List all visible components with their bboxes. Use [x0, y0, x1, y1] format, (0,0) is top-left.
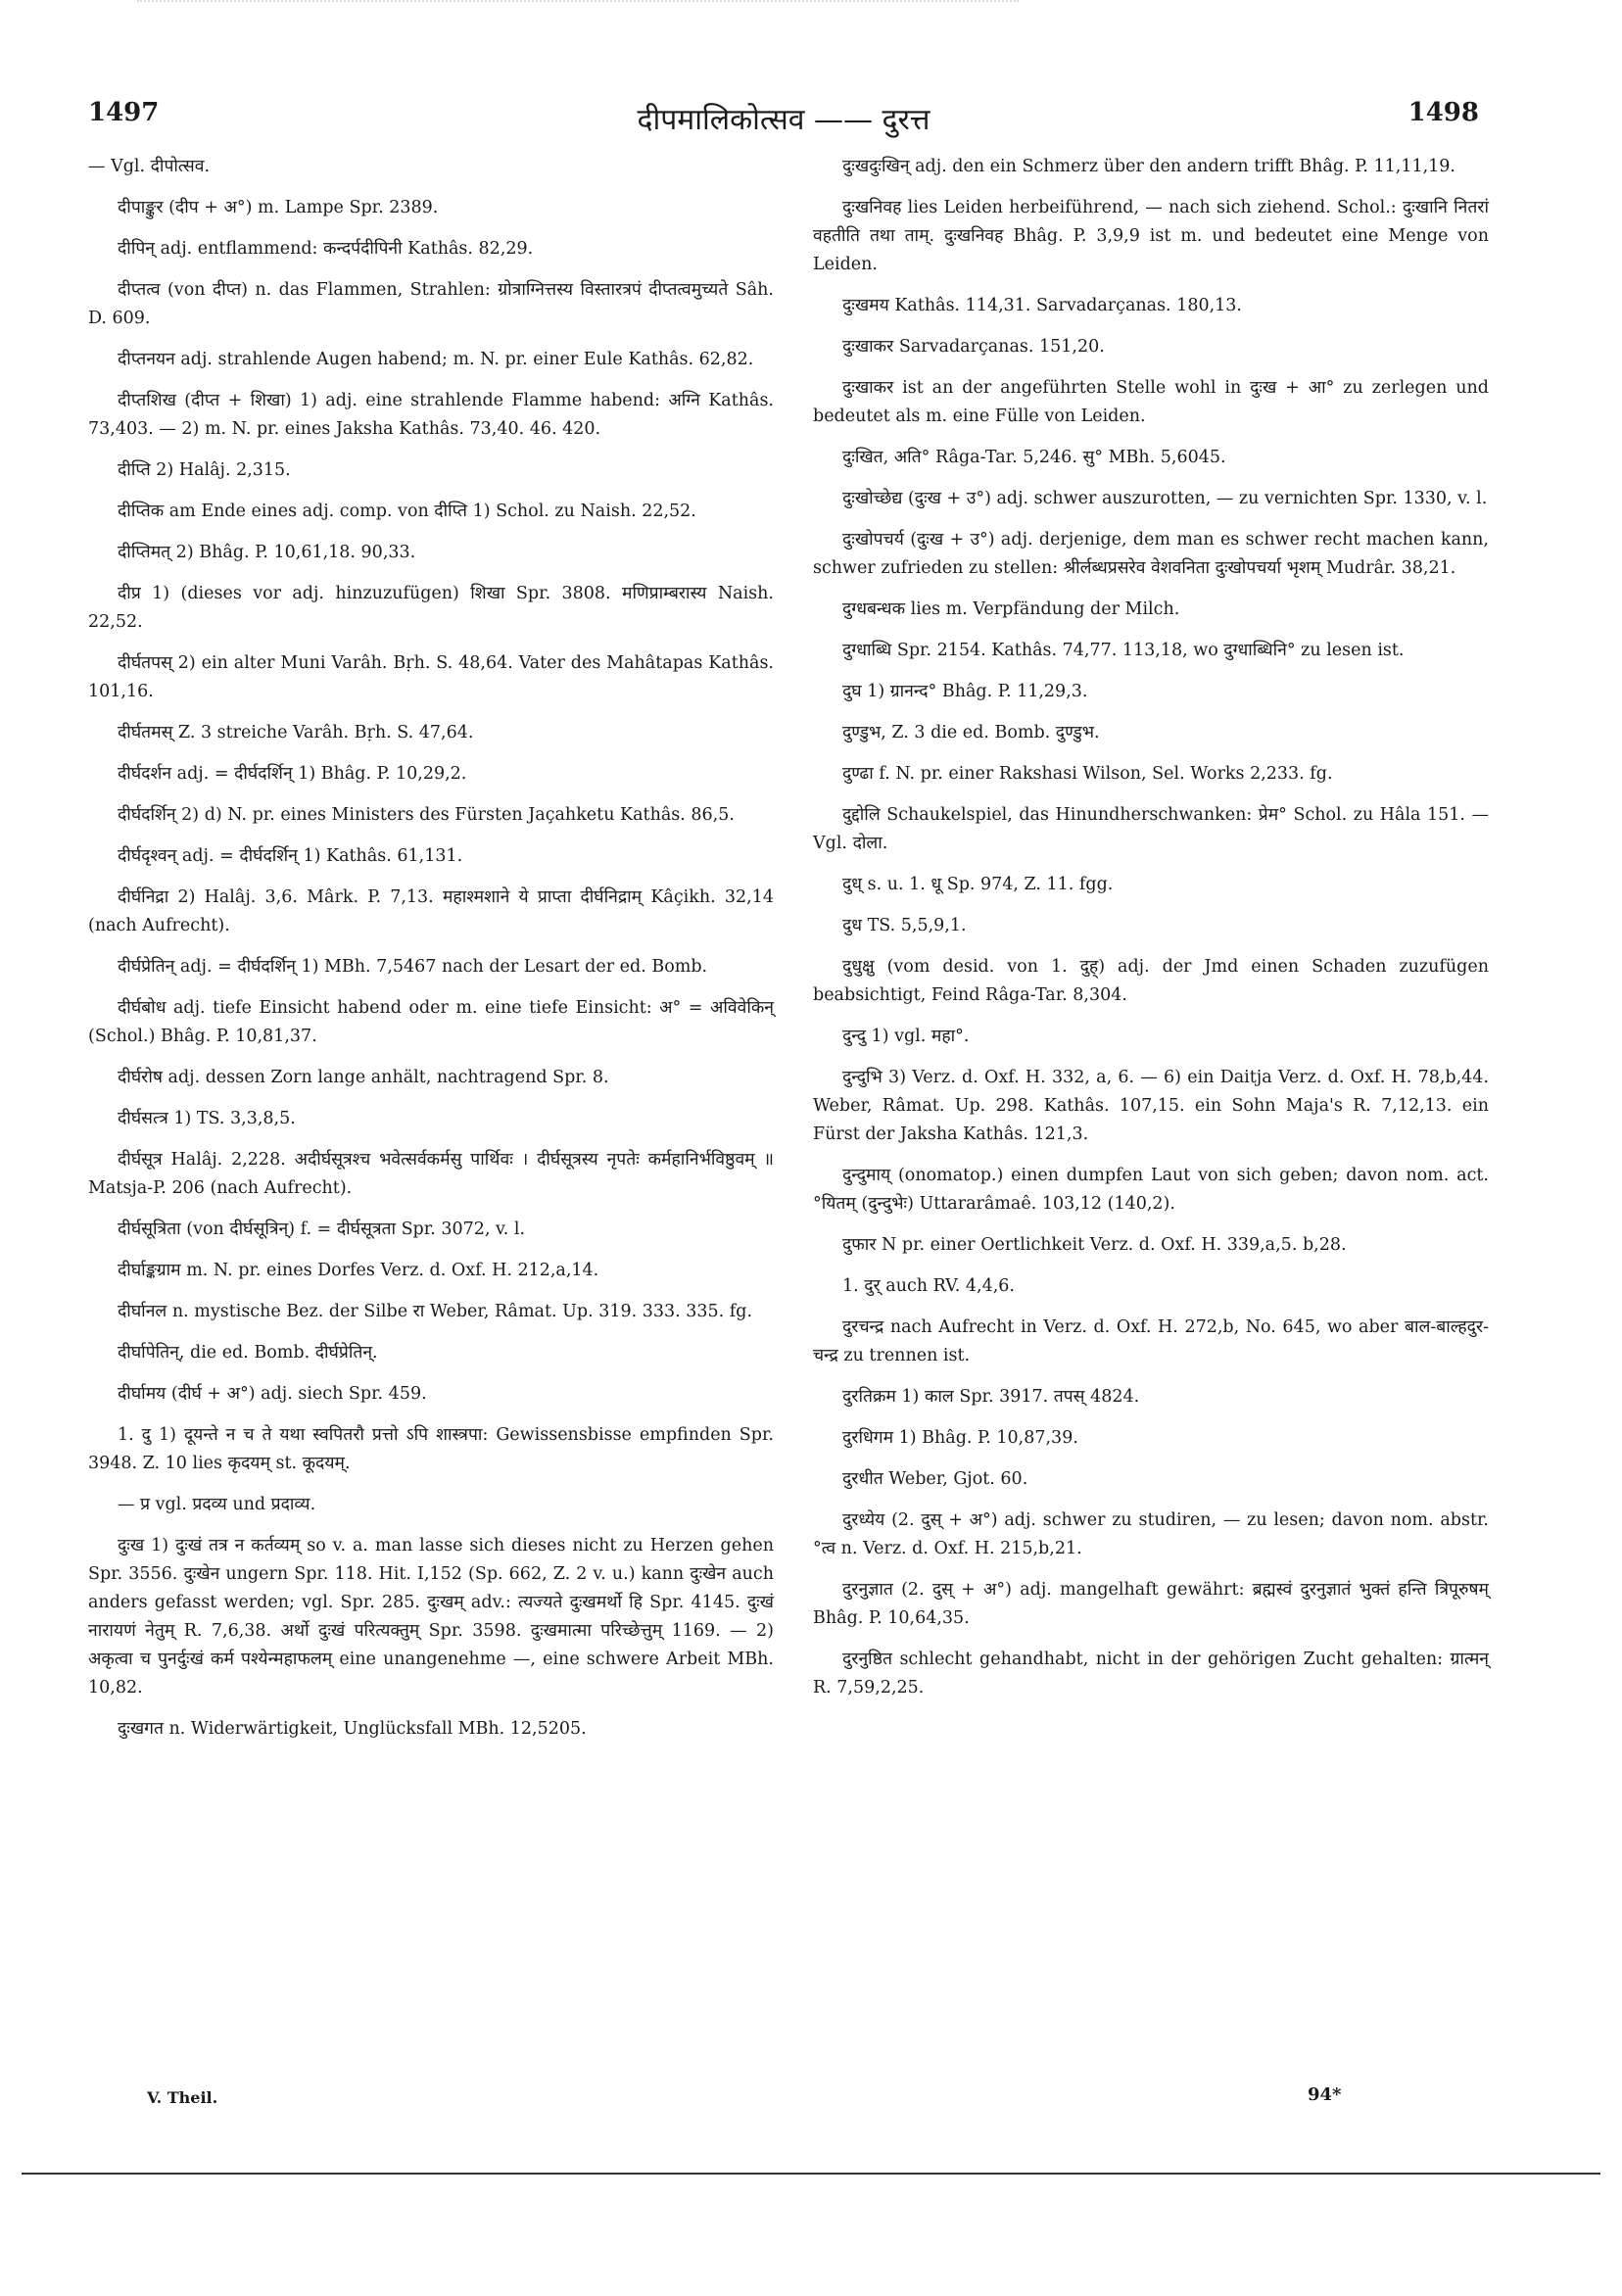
dictionary-entry: दुरधीत Weber, Gjot. 60. [842, 1469, 1028, 1489]
dictionary-entry: दीर्घामय (दीर्घ + अ°) adj. siech Spr. 459. [118, 1384, 427, 1404]
dictionary-entry: 1. दुर् auch RV. 4,4,6. [842, 1276, 1015, 1296]
dictionary-entry: — Vgl. दीपोत्सव. [88, 157, 211, 176]
dictionary-entry: दीपाङ्कुर (दीप + अ°) m. Lampe Spr. 2389. [118, 198, 439, 217]
left-column [88, 153, 774, 1756]
dictionary-entry: दुफार N pr. einer Oertlichkeit Verz. d. Oxf. H. 339,a,5. b,28. [842, 1235, 1347, 1255]
dictionary-entry: दीप्तत्व (von दीप्त) n. das Flammen, Strahlen: ग्रोत्राग्नित्तस्य विस्तारत्रपं दीप्तत्वमुच्यते Sâh. D. 609. [88, 280, 774, 328]
dictionary-entry: दीर्घानल n. mystische Bez. der Silbe रा Weber, Râmat. Up. 319. 333. 335. fg. [118, 1302, 753, 1321]
dictionary-entry: दुरतिक्रम 1) काल Spr. 3917. तपस् 4824. [842, 1387, 1140, 1407]
dictionary-entry: दीप्ति 2) Halâj. 2,315. [118, 460, 291, 480]
dictionary-entry: दीर्घनिद्रा 2) Halâj. 3,6. Mârk. P. 7,13. महाश्मशाने ये प्राप्ता दीर्घनिद्राम् Kâçikh. 32,14 (nach Aufrecht). [88, 887, 774, 935]
right-column [813, 153, 1489, 1715]
dictionary-entry: दुरनुज्ञात (2. दुस् + अ°) adj. mangelhaft gewährt: ब्रह्मस्वं दुरनुज्ञातं भुक्तं हन्ति त्रिपूरुषम् Bhâg. P. 10,64,35. [813, 1580, 1489, 1628]
dictionary-entry: दुःखाकर Sarvadarçanas. 151,20. [842, 337, 1105, 357]
dictionary-entry: दुण्डुभ, Z. 3 die ed. Bomb. दुण्डुभ. [842, 723, 1100, 742]
page-number-left: 1497 [88, 98, 160, 127]
dictionary-entry: दीप्तिक am Ende eines adj. comp. von दीप्ति 1) Schol. zu Naish. 22,52. [118, 502, 696, 521]
dictionary-entry: दीर्घसूत्र Halâj. 2,228. अदीर्घसूत्रश्च भवेत्सर्वकर्मसु पार्थिवः । दीर्घसूत्रस्य नृपतेः कर्महानिर्भविष्ठुवम् ॥ Matsja-P. 206 (nach Aufrecht). [88, 1150, 774, 1198]
dictionary-entry: दीर्घरोष adj. dessen Zorn lange anhält, nachtragend Spr. 8. [118, 1068, 609, 1087]
dictionary-entry: — प्र vgl. प्रदव्य und प्रदाव्य. [118, 1495, 316, 1514]
dictionary-entry: दीप्तशिख (दीप्त + शिखा) 1) adj. eine strahlende Flamme habend: अग्नि Kathâs. 73,403. — 2) m. N. pr. eines Jaksha Kathâs. 73,40. 46. 420. [88, 391, 774, 439]
dictionary-entry: दुःख 1) दुःखं तत्र न कर्तव्यम् so v. a. man lasse sich dieses nicht zu Herzen gehen Spr. 3556. दुःखेन ungern Spr. 118. Hit. I,152 (Sp. 662, Z. 2 v. u.) kann दुःखेन auch anders gefasst werden; vgl. Spr. 285. दुःखम् adv.: त्यज्यते दुःखमर्थो हि Spr. 4145. दुःखं नारायणं नेतुम् R. 7,6,38. अर्थो दुःखं परित्यक्तुम् Spr. 3598. दुःखमात्मा परिच्छेत्तुम् 1169. — 2) अकृत्वा च पुनर्दुःखं कर्म पश्येन्महाफलम् eine unangenehme —, eine schwere Arbeit MBh. 10,82. [88, 1536, 774, 1698]
dictionary-entry: दुःखाकर ist an der angeführten Stelle wohl in दुःख + आ° zu zerlegen und bedeutet als m. eine Fülle von Leiden. [813, 378, 1489, 426]
dictionary-entry: दीर्घतमस् Z. 3 streiche Varâh. Bṛh. S. 47,64. [118, 723, 474, 742]
dictionary-entry: दुरनुष्ठित schlecht gehandhabt, nicht in der gehörigen Zucht gehalten: ग्रात्मन् R. 7,59,2,25. [813, 1650, 1489, 1698]
dictionary-entry: दुन्दुभि 3) Verz. d. Oxf. H. 332, a, 6. — 6) ein Daitja Verz. d. Oxf. H. 78,b,44. Weber, Râmat. Up. 298. Kathâs. 107,15. ein Sohn Maja's R. 7,12,13. ein Fürst der Jaksha Kathâs. 121,3. [813, 1068, 1489, 1144]
dictionary-entry: दीर्घतपस् 2) ein alter Muni Varâh. Bṛh. S. 48,64. Vater des Mahâtapas Kathâs. 101,16. [88, 653, 774, 701]
dictionary-entry: दुण्ढा f. N. pr. einer Rakshasi Wilson, Sel. Works 2,233. fg. [842, 764, 1333, 784]
dictionary-entry: दुन्दु 1) vgl. महा°. [842, 1027, 970, 1046]
dictionary-entry: दुःखोपचर्य (दुःख + उ°) adj. derjenige, dem man es schwer recht machen kann, schwer zufrieden zu stellen: श्रीर्लब्धप्रसरेव वेशवनिता दुःखोपचर्या भृशम् Mudrâr. 38,21. [813, 530, 1489, 578]
dictionary-entry: दुद्दोलि Schaukelspiel, das Hinundherschwanken: प्रेम° Schol. zu Hâla 151. — Vgl. दोला. [813, 805, 1489, 853]
dictionary-entry: दुःखमय Kathâs. 114,31. Sarvadarçanas. 180,13. [842, 296, 1242, 315]
dictionary-entry: दीर्घप्रेतिन् adj. = दीर्घदर्शिन् 1) MBh. 7,5467 nach der Lesart der ed. Bomb. [118, 957, 708, 977]
scan-artifact [137, 0, 1019, 10]
dictionary-entry: दीपिन् adj. entflammend: कन्दर्पदीपिनी Kathâs. 82,29. [118, 239, 534, 259]
dictionary-entry: दुघ 1) ग्रानन्द° Bhâg. P. 11,29,3. [842, 682, 1088, 701]
page-header [88, 98, 1479, 137]
dictionary-entry: दुग्धबन्धक lies m. Verpfändung der Milch. [842, 599, 1180, 619]
dictionary-entry: दीर्घसूत्रिता (von दीर्घसूत्रिन्) f. = दीर्घसूत्रता Spr. 3072, v. l. [118, 1220, 526, 1239]
dictionary-entry: दीर्घदर्शन adj. = दीर्घदर्शिन् 1) Bhâg. P. 10,29,2. [118, 764, 467, 784]
dictionary-entry: दीप्तिमत् 2) Bhâg. P. 10,61,18. 90,33. [118, 543, 416, 562]
signature-mark: 94* [1308, 2084, 1342, 2105]
dictionary-entry: दुन्दुमाय् (onomatop.) einen dumpfen Laut von sich geben; davon nom. act. °यितम् (दुन्दुभेः) Uttararâmaê. 103,12 (140,2). [813, 1166, 1489, 1214]
dictionary-entry: दुःखगत n. Widerwärtigkeit, Unglücksfall MBh. 12,5205. [118, 1719, 587, 1739]
page-number-right: 1498 [1407, 98, 1479, 127]
bottom-rule [22, 2173, 1600, 2175]
dictionary-entry: दीप्र 1) (dieses vor adj. hinzuzufügen) शिखा Spr. 3808. मणिप्राम्बरास्य Naish. 22,52. [88, 584, 774, 632]
dictionary-entry: दुग्धाब्धि Spr. 2154. Kathâs. 74,77. 113,18, wo दुग्धाब्धिनि° zu lesen ist. [842, 641, 1405, 660]
dictionary-entry: 1. दु 1) दूयन्ते न च ते यथा स्वपितरौ प्रत्तो ऽपि शास्त्रपा: Gewissensbisse empfinden Spr. 3948. Z. 10 lies कृदयम् st. कूदयम्. [88, 1425, 774, 1473]
dictionary-entry: दुरध्येय (2. दुस् + अ°) adj. schwer zu studiren, — zu lesen; davon nom. abstr. °त्व n. Verz. d. Oxf. H. 215,b,21. [813, 1510, 1489, 1558]
dictionary-entry: दुध् s. u. 1. धू Sp. 974, Z. 11. fgg. [842, 875, 1114, 894]
dictionary-entry: दीर्घाङ्कग्राम m. N. pr. eines Dorfes Verz. d. Oxf. H. 212,a,14. [118, 1261, 599, 1280]
dictionary-entry: दुःखनिवह lies Leiden herbeiführend, — nach sich ziehend. Schol.: दुःखानि नितरां वहतीति तथा ताम्. दुःखनिवह Bhâg. P. 3,9,9 ist m. und bedeutet eine Menge von Leiden. [813, 198, 1489, 274]
dictionary-entry: दुधुक्षु (vom desid. von 1. दुह्) adj. der Jmd einen Schaden zuzufügen beabsichtigt, Feind Râga-Tar. 8,304. [813, 957, 1489, 1005]
dictionary-entry: दुध TS. 5,5,9,1. [842, 916, 967, 935]
dictionary-entry: दुःखोच्छेद्य (दुःख + उ°) adj. schwer auszurotten, — zu vernichten Spr. 1330, v. l. [842, 489, 1488, 508]
dictionary-entry: दुरधिगम 1) Bhâg. P. 10,87,39. [842, 1428, 1078, 1448]
dictionary-entry: दुःखित, अति° Râga-Tar. 5,246. सु° MBh. 5,6045. [842, 448, 1226, 467]
volume-note: V. Theil. [147, 2088, 218, 2107]
dictionary-entry: दुःखदुःखिन् adj. den ein Schmerz über den andern trifft Bhâg. P. 11,11,19. [842, 157, 1455, 176]
dictionary-entry: दीप्तनयन adj. strahlende Augen habend; m. N. pr. einer Eule Kathâs. 62,82. [118, 350, 754, 369]
dictionary-entry: दीर्घसत्त्र 1) TS. 3,3,8,5. [118, 1109, 296, 1128]
dictionary-entry: दीर्घापेतिन्, die ed. Bomb. दीर्घप्रेतिन्. [118, 1343, 378, 1363]
dictionary-entry: दीर्घदर्शिन् 2) d) N. pr. eines Ministers des Fürsten Jaçahketu Kathâs. 86,5. [118, 805, 735, 825]
dictionary-entry: दीर्घबोध adj. tiefe Einsicht habend oder m. eine tiefe Einsicht: अ° = अविवेकिन् (Schol.) Bhâg. P. 10,81,37. [88, 998, 774, 1046]
running-title: दीपमालिकोत्सव —— दुरत्त [637, 103, 930, 137]
dictionary-entry: दुरचन्द्र nach Aufrecht in Verz. d. Oxf. H. 272,b, No. 645, wo aber बाल-बाल्हदुर-चन्द्र zu trennen ist. [813, 1317, 1489, 1365]
dictionary-entry: दीर्घदृश्वन् adj. = दीर्घदर्शिन् 1) Kathâs. 61,131. [118, 846, 463, 866]
